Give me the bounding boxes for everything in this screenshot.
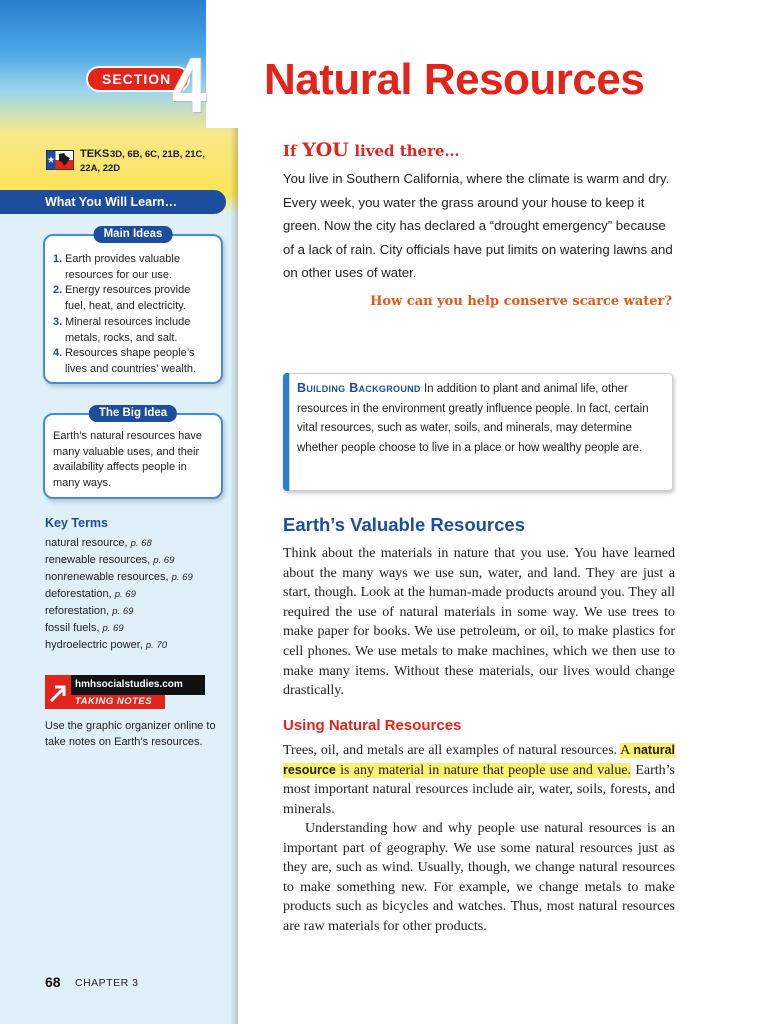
key-term-item xyxy=(45,603,193,620)
teks-codes: 3D, 6B, 6C, 21B, 21C, 22A, 22D xyxy=(80,149,206,174)
key-term-page: p. 69 xyxy=(102,623,124,634)
main-idea-number: 4. xyxy=(53,347,63,360)
paragraph-intro: Trees, oil, and metals are all examples of natural resources. xyxy=(283,743,618,758)
main-idea-item xyxy=(53,252,213,283)
key-term-page: p. 70 xyxy=(145,640,168,651)
key-terms-list xyxy=(45,535,193,654)
main-ideas-title: Main Ideas xyxy=(94,226,173,243)
main-idea-text: Mineral resources include metals, rocks, and salt. xyxy=(65,315,191,344)
heading-lived-there: lived there… xyxy=(354,142,460,160)
key-term: reforestation, xyxy=(45,605,110,617)
section-number: 4 xyxy=(172,41,207,129)
big-idea-box xyxy=(43,407,223,499)
texas-flag-icon xyxy=(46,150,74,170)
header-divider xyxy=(206,0,238,128)
heading-you: YOU xyxy=(302,139,349,161)
key-term-page: p. 68 xyxy=(130,538,152,549)
key-term: renewable resources, xyxy=(45,554,151,566)
key-term-page: p. 69 xyxy=(171,572,193,583)
key-term-item xyxy=(45,637,193,654)
if-you-lived-there-heading xyxy=(283,139,460,161)
main-idea-item xyxy=(53,315,213,346)
building-background-text: In addition to plant and animal life, other resources in the environment greatly influence people. In fact, certain vital resources, such as water, soils, and minerals, may determine whether people choose to live in a place or how wealthy people are. xyxy=(297,383,649,454)
online-site-name[interactable]: hmhsocialstudies.com xyxy=(45,675,205,695)
key-term-page: p. 69 xyxy=(112,606,134,617)
main-ideas-list xyxy=(45,236,221,378)
if-you-lived-there-question: How can you help conserve scarce water? xyxy=(370,294,672,309)
key-term-item xyxy=(45,586,193,603)
key-term-item xyxy=(45,535,193,552)
key-terms-title: Key Terms xyxy=(45,516,108,530)
heading-if: If xyxy=(283,142,297,160)
key-term-item xyxy=(45,552,193,569)
arrow-icon xyxy=(45,675,71,709)
main-idea-number: 3. xyxy=(53,315,63,328)
key-term: fossil fuels, xyxy=(45,622,100,634)
main-idea-text: Energy resources provide fuel, heat, and electricity. xyxy=(65,284,191,313)
sidebar-shadow xyxy=(230,0,238,1024)
key-term-natural-resource: natural resource xyxy=(283,743,675,777)
key-term: nonrenewable resources, xyxy=(45,571,169,583)
main-ideas-box xyxy=(43,228,223,384)
building-background-box xyxy=(283,373,673,491)
big-idea-title: The Big Idea xyxy=(89,405,177,422)
main-idea-number: 1. xyxy=(53,253,63,265)
key-term-page: p. 69 xyxy=(114,589,136,600)
key-term: natural resource, xyxy=(45,537,128,549)
main-idea-item xyxy=(53,283,213,314)
section-heading-valuable-resources: Earth’s Valuable Resources xyxy=(283,514,525,535)
valuable-resources-paragraph: Think about the materials in nature that you use. You have learned about the many ways we use sun, water, and land. They are just a start, though. Look at the human-made products around you. They all required the use of natural materials in some way. We use trees to make paper for books. We use petroleum, or oil, to make plastics for cell phones. We use metals to make machines, which we then use to make many items. Without these materials, our lives would change drastically. xyxy=(283,546,675,699)
key-term-item xyxy=(45,620,193,637)
key-term-item xyxy=(45,569,193,586)
main-idea-number: 2. xyxy=(53,284,63,297)
section-label: SECTION xyxy=(86,66,190,92)
organizer-note: Use the graphic organizer online to take notes on Earth’s resources. xyxy=(45,720,216,748)
using-resources-paragraph-2: Understanding how and why people use natural resources is an important part of geography. We use some natural resources just as they are, such as wind. Usually, though, we change natural resources to make something new. For example, we change metals to make products such as bicycles and watches. Thus, most natural resources are raw materials for other products. xyxy=(283,821,675,934)
teks-label: TEKS xyxy=(80,148,110,160)
what-you-will-learn-banner: What You Will Learn… xyxy=(0,190,226,214)
key-term-page: p. 69 xyxy=(153,555,175,566)
main-idea-text: Resources shape people’s lives and countries’ wealth. xyxy=(65,347,197,375)
key-term: hydroelectric power, xyxy=(45,639,143,651)
chapter-label: CHAPTER 3 xyxy=(75,977,139,989)
paragraph-end: Earth’s most important natural resources include air, water, soils, forests, and minerals. xyxy=(283,762,675,817)
big-idea-text: Earth’s natural resources have many valuable uses, and their availability affects people in many ways. xyxy=(53,430,202,490)
if-you-lived-there-body: You live in Southern California, where the climate is warm and dry. Every week, you water the grass around your house to keep it green. Now the city has declared a “drought emergency” because of a lack of rain. City officials have put limits on watering lawns and on other uses of water. xyxy=(283,171,673,280)
definition-lead: A xyxy=(620,743,634,758)
page-title: Natural Resources xyxy=(264,55,645,104)
building-background-title: Building Background xyxy=(297,381,421,395)
main-idea-item xyxy=(53,346,213,377)
page-number: 68 xyxy=(45,974,61,990)
taking-notes-tag: TAKING NOTES xyxy=(45,695,165,709)
key-term: deforestation, xyxy=(45,588,112,600)
online-resource-link[interactable] xyxy=(45,675,205,709)
main-idea-text: Earth provides valuable resources for our use. xyxy=(65,253,180,281)
using-resources-paragraph-1 xyxy=(283,741,675,819)
subheading-using-natural-resources: Using Natural Resources xyxy=(283,717,462,734)
definition-text: is any material in nature that people use and value. xyxy=(335,762,632,778)
